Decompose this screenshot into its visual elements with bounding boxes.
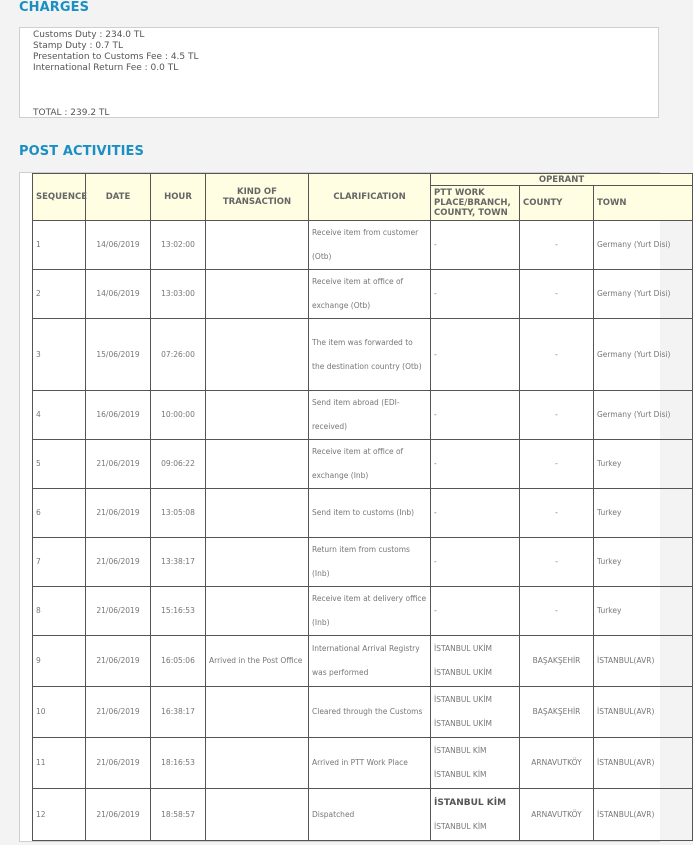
post-activities-panel[interactable] — [19, 172, 671, 842]
county-cell: BAŞAKŞEHİR — [520, 687, 594, 738]
town-cell: İSTANBUL(AVR) — [594, 636, 693, 687]
table-row — [33, 738, 693, 789]
sequence-cell: 10 — [33, 687, 86, 738]
kind-of-transaction-cell — [206, 538, 309, 587]
clarification-cell: Send item abroad (EDI-received) — [309, 391, 431, 440]
table-row — [33, 489, 693, 538]
header-operant: OPERANT — [431, 174, 693, 186]
workplace-name: - — [434, 606, 437, 615]
sequence-cell: 6 — [33, 489, 86, 538]
town-cell: İSTANBUL(AVR) — [594, 687, 693, 738]
header-kind-of-transaction: KIND OF TRANSACTION — [206, 174, 309, 221]
workplace-cell — [431, 440, 520, 489]
hour-cell: 07:26:00 — [151, 319, 206, 391]
date-cell: 14/06/2019 — [86, 221, 151, 270]
sequence-cell: 7 — [33, 538, 86, 587]
workplace-name: - — [434, 410, 437, 419]
workplace-cell — [431, 391, 520, 440]
charges-panel — [19, 27, 659, 118]
county-cell: - — [520, 587, 594, 636]
sequence-cell: 8 — [33, 587, 86, 636]
town-cell: Turkey — [594, 440, 693, 489]
table-row — [33, 270, 693, 319]
kind-of-transaction-cell — [206, 789, 309, 841]
kind-of-transaction-cell — [206, 489, 309, 538]
date-cell: 21/06/2019 — [86, 789, 151, 841]
workplace-cell — [431, 587, 520, 636]
sequence-cell: 3 — [33, 319, 86, 391]
clarification-cell: Return item from customs (Inb) — [309, 538, 431, 587]
town-cell: Turkey — [594, 489, 693, 538]
clarification-cell: Receive item at delivery office (Inb) — [309, 587, 431, 636]
hour-cell: 16:05:06 — [151, 636, 206, 687]
charge-line: Customs Duty : 234.0 TL — [33, 30, 145, 40]
workplace-name: İSTANBUL UKİM — [434, 695, 493, 704]
workplace-cell — [431, 538, 520, 587]
date-cell: 15/06/2019 — [86, 319, 151, 391]
table-row — [33, 391, 693, 440]
table-row — [33, 319, 693, 391]
clarification-cell: International Arrival Registry was performed — [309, 636, 431, 687]
kind-of-transaction-cell: Arrived in the Post Office — [206, 636, 309, 687]
hour-cell: 15:16:53 — [151, 587, 206, 636]
kind-of-transaction-cell — [206, 687, 309, 738]
county-cell: - — [520, 270, 594, 319]
workplace-cell — [431, 270, 520, 319]
date-cell: 21/06/2019 — [86, 489, 151, 538]
date-cell: 21/06/2019 — [86, 636, 151, 687]
date-cell: 21/06/2019 — [86, 738, 151, 789]
sequence-cell: 12 — [33, 789, 86, 841]
workplace-cell — [431, 489, 520, 538]
workplace-name: - — [434, 557, 437, 566]
county-cell: - — [520, 538, 594, 587]
clarification-cell: Arrived in PTT Work Place — [309, 738, 431, 789]
workplace-cell — [431, 789, 520, 841]
county-cell: - — [520, 221, 594, 270]
date-cell: 21/06/2019 — [86, 587, 151, 636]
county-cell: ARNAVUTKÖY — [520, 738, 594, 789]
town-cell: Germany (Yurt Disi) — [594, 270, 693, 319]
header-town: TOWN — [594, 186, 693, 221]
county-cell: - — [520, 489, 594, 538]
charge-line: Presentation to Customs Fee : 4.5 TL — [33, 52, 199, 62]
sequence-cell: 1 — [33, 221, 86, 270]
kind-of-transaction-cell — [206, 221, 309, 270]
workplace-branch: İSTANBUL KİM — [434, 821, 487, 831]
hour-cell: 16:38:17 — [151, 687, 206, 738]
county-cell: - — [520, 319, 594, 391]
header-clarification: CLARIFICATION — [309, 174, 431, 221]
sequence-cell: 11 — [33, 738, 86, 789]
workplace-name: İSTANBUL KİM — [434, 797, 507, 808]
table-row — [33, 687, 693, 738]
charges-title: CHARGES — [19, 0, 90, 15]
clarification-cell: Receive item at office of exchange (Inb) — [309, 440, 431, 489]
table-row — [33, 587, 693, 636]
county-cell: BAŞAKŞEHİR — [520, 636, 594, 687]
post-activities-title: POST ACTIVITIES — [19, 144, 144, 159]
workplace-name: - — [434, 459, 437, 468]
hour-cell: 13:03:00 — [151, 270, 206, 319]
kind-of-transaction-cell — [206, 319, 309, 391]
workplace-cell — [431, 221, 520, 270]
date-cell: 16/06/2019 — [86, 391, 151, 440]
sequence-cell: 9 — [33, 636, 86, 687]
hour-cell: 13:38:17 — [151, 538, 206, 587]
workplace-cell — [431, 738, 520, 789]
hour-cell: 13:02:00 — [151, 221, 206, 270]
hour-cell: 09:06:22 — [151, 440, 206, 489]
clarification-cell: Dispatched — [309, 789, 431, 841]
county-cell: ARNAVUTKÖY — [520, 789, 594, 841]
clarification-cell: Cleared through the Customs — [309, 687, 431, 738]
kind-of-transaction-cell — [206, 391, 309, 440]
town-cell: İSTANBUL(AVR) — [594, 789, 693, 841]
workplace-branch: İSTANBUL UKİM — [434, 719, 493, 728]
header-hour: HOUR — [151, 174, 206, 221]
workplace-cell — [431, 636, 520, 687]
workplace-branch: İSTANBUL KİM — [434, 770, 487, 779]
charge-line: International Return Fee : 0.0 TL — [33, 63, 179, 73]
town-cell: Turkey — [594, 587, 693, 636]
clarification-cell: The item was forwarded to the destination country (Otb) — [309, 319, 431, 391]
sequence-cell: 4 — [33, 391, 86, 440]
workplace-branch: İSTANBUL UKİM — [434, 668, 493, 677]
workplace-name: - — [434, 289, 437, 298]
hour-cell: 10:00:00 — [151, 391, 206, 440]
county-cell: - — [520, 391, 594, 440]
table-row — [33, 636, 693, 687]
header-county: COUNTY — [520, 186, 594, 221]
kind-of-transaction-cell — [206, 738, 309, 789]
clarification-cell: Send item to customs (Inb) — [309, 489, 431, 538]
workplace-name: - — [434, 349, 437, 359]
workplace-name: İSTANBUL UKİM — [434, 644, 493, 653]
date-cell: 14/06/2019 — [86, 270, 151, 319]
hour-cell: 18:16:53 — [151, 738, 206, 789]
workplace-name: - — [434, 508, 437, 517]
town-cell: İSTANBUL(AVR) — [594, 738, 693, 789]
workplace-cell — [431, 319, 520, 391]
workplace-cell — [431, 687, 520, 738]
post-activities-table — [32, 173, 693, 841]
clarification-cell: Receive item at office of exchange (Otb) — [309, 270, 431, 319]
clarification-cell: Receive item from customer (Otb) — [309, 221, 431, 270]
kind-of-transaction-cell — [206, 440, 309, 489]
header-workplace: PTT WORK PLACE/BRANCH, COUNTY, TOWN — [431, 186, 520, 221]
town-cell: Germany (Yurt Disi) — [594, 391, 693, 440]
town-cell: Turkey — [594, 538, 693, 587]
town-cell: Germany (Yurt Disi) — [594, 221, 693, 270]
date-cell: 21/06/2019 — [86, 687, 151, 738]
workplace-name: İSTANBUL KİM — [434, 746, 487, 755]
table-row — [33, 221, 693, 270]
hour-cell: 13:05:08 — [151, 489, 206, 538]
kind-of-transaction-cell — [206, 587, 309, 636]
workplace-name: - — [434, 240, 437, 249]
header-date: DATE — [86, 174, 151, 221]
charge-line: Stamp Duty : 0.7 TL — [33, 41, 124, 51]
charges-total: TOTAL : 239.2 TL — [33, 108, 110, 118]
table-row — [33, 789, 693, 841]
table-row — [33, 440, 693, 489]
header-sequence: SEQUENCE — [33, 174, 86, 221]
table-row — [33, 538, 693, 587]
date-cell: 21/06/2019 — [86, 538, 151, 587]
town-cell: Germany (Yurt Disi) — [594, 319, 693, 391]
hour-cell: 18:58:57 — [151, 789, 206, 841]
county-cell: - — [520, 440, 594, 489]
sequence-cell: 2 — [33, 270, 86, 319]
date-cell: 21/06/2019 — [86, 440, 151, 489]
kind-of-transaction-cell — [206, 270, 309, 319]
sequence-cell: 5 — [33, 440, 86, 489]
